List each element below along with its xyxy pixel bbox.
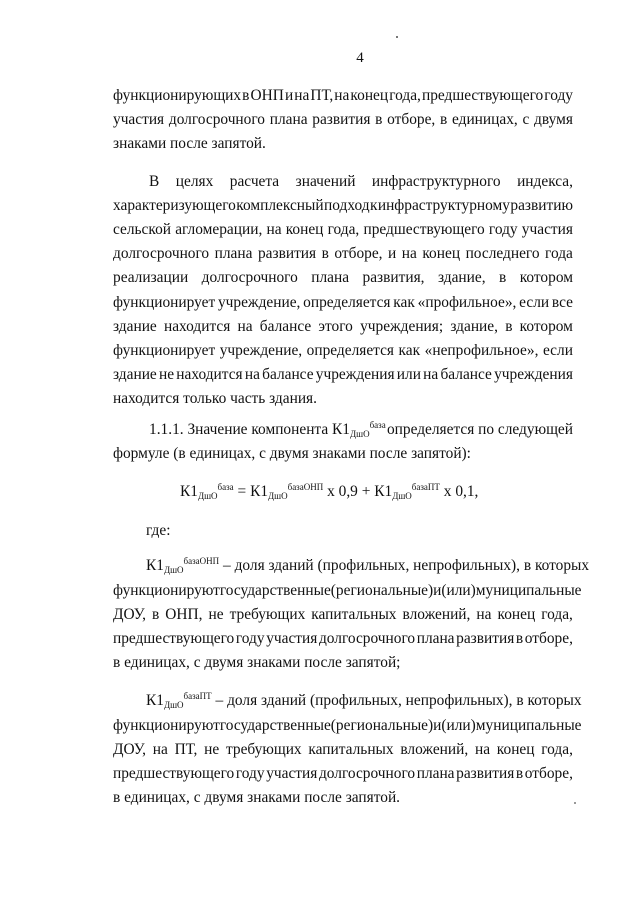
text-line: находится только часть здания. (113, 390, 317, 408)
text-line: функционирует учреждение, определяется как «непрофильное», если (113, 342, 573, 360)
document-body (113, 84, 590, 810)
paragraph-component-intro (113, 418, 573, 466)
text-line: реализации долгосрочного плана развития, здание, в котором (113, 269, 573, 287)
paragraph-profile-definition (113, 170, 573, 412)
scan-speck (396, 36, 398, 38)
text-line: здание не находится на балансе учреждения или на балансе учреждения (113, 366, 573, 384)
text-line: функционирует учреждение, определяется как «профильное», если все (113, 293, 573, 311)
formula: $К1_{ДшО}^{база} = К1_{ДшО}^{базаОНП}$ х $0,9 + К1_{ДшО}^{базаПТ}$ х 0,1, (180, 482, 479, 502)
text-line: $К1_{ДшО}^{базаОНП}$ – доля зданий (профильных, непрофильных), в которых (146, 556, 590, 576)
page-number: 4 (356, 50, 364, 66)
text-line: в единицах, с двумя знаками после запятой; (113, 654, 401, 672)
text-line (113, 418, 573, 442)
text-line: В целях расчета значений инфраструктурного индекса, (149, 172, 573, 190)
text-line: ДОУ, на ПТ, не требующих капитальных вложений, на конец года, (113, 740, 573, 758)
text-fragment: определяется по следующей (386, 420, 573, 438)
text-line: функционируют государственные (региональные) и (или) муниципальные (113, 581, 582, 599)
text-line: в единицах, с двумя знаками после запятой. (113, 789, 401, 807)
text-line: сельской агломерации, на конец года, предшествующего году участия (113, 221, 573, 239)
text-line: долгосрочного плана развития в отборе, и на конец последнего года (113, 245, 573, 263)
text-line: ДОУ, в ОНП, не требующих капитальных вложений, на конец года, (113, 605, 573, 623)
text-line: знаками после запятой. (113, 135, 266, 153)
text-line: функционирующих в ОНП и на ПТ, на конец года, предшествующего году (113, 87, 573, 104)
scan-speck (574, 802, 576, 804)
text-line: предшествующего году участия долгосрочного плана развития в отборе, (113, 630, 573, 648)
text-line: формуле (в единицах, с двумя знаками после запятой): (113, 444, 471, 462)
paragraph-continuation (113, 84, 573, 157)
text-line: функционируют государственные (региональные) и (или) муниципальные (113, 716, 582, 734)
text-line: характеризующего комплексный подход к инфраструктурному развитию (113, 196, 573, 214)
component-label: 1.1.1. Значение компонента $К1_{ДшО}^{база}$ (149, 419, 386, 439)
text-line: участия долгосрочного плана развития в отборе, в единицах, с двумя (113, 111, 573, 129)
text-line: $К1_{ДшО}^{базаПТ}$ – доля зданий (профильных, непрофильных), в которых (146, 691, 582, 711)
text-line: предшествующего году участия долгосрочного плана развития в отборе, (113, 765, 573, 783)
definition-onp (113, 554, 590, 675)
text-line: здание находится на балансе этого учреждения; здание, в котором (113, 317, 573, 335)
definition-pt (113, 689, 582, 810)
where-label: где: (146, 522, 171, 540)
